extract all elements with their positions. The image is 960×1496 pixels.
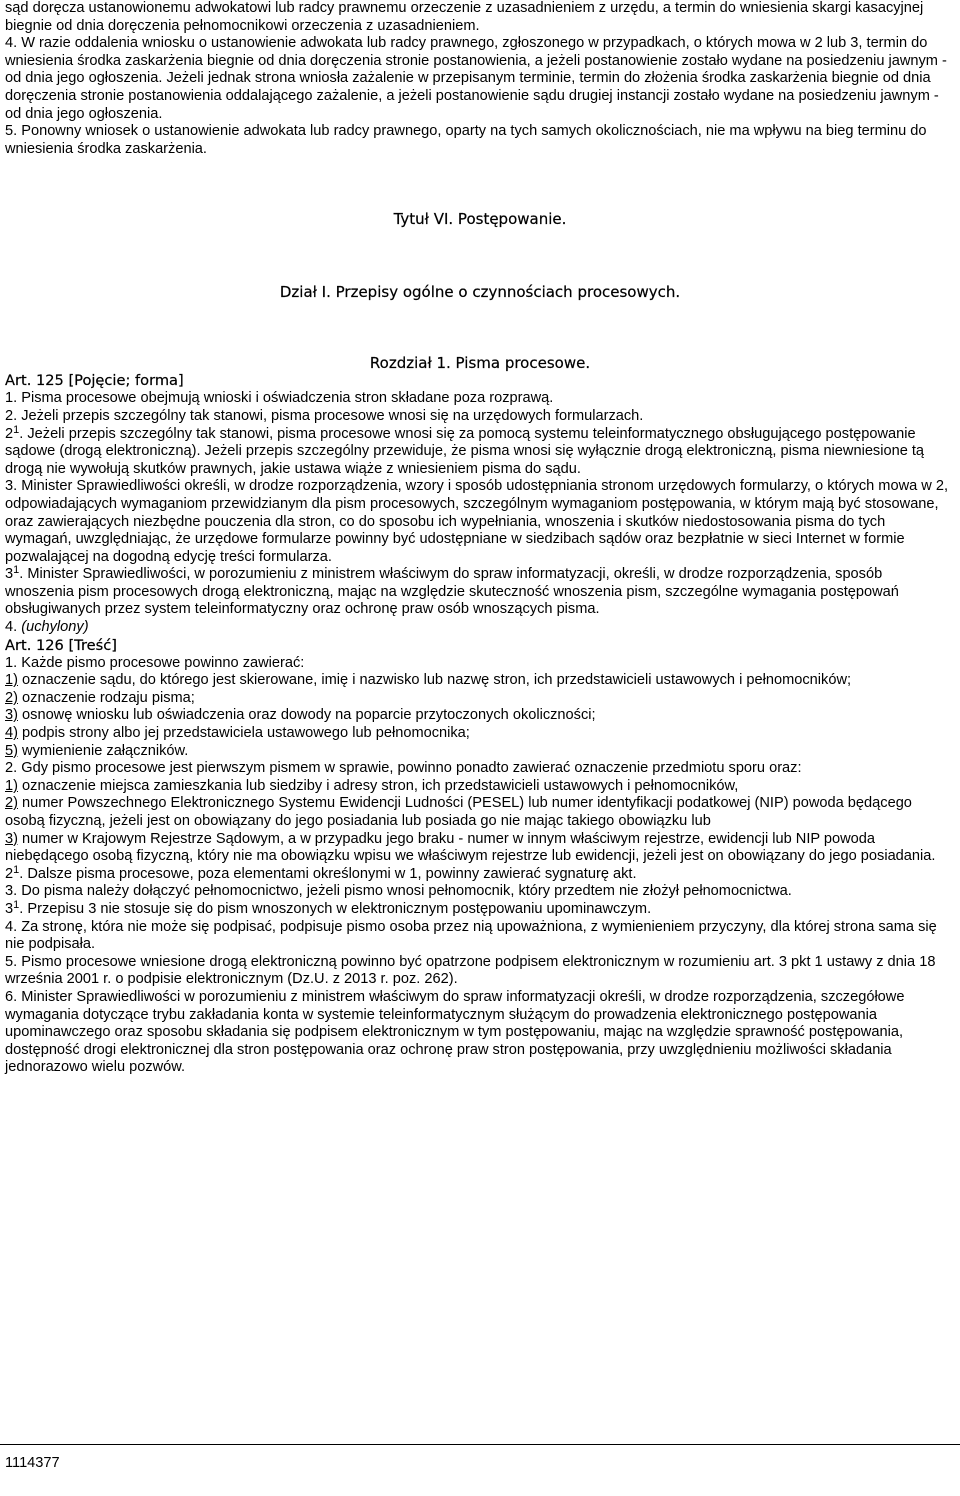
- title-heading: Tytuł VI. Postępowanie.: [393, 210, 567, 229]
- section-superscript: 1: [13, 423, 20, 436]
- footer-divider: [0, 1444, 960, 1445]
- list-item: [5, 743, 955, 761]
- repealed-note: (uchylony): [21, 619, 89, 636]
- section-number: 3: [5, 900, 14, 917]
- art125-section-3: 3. Minister Sprawiedliwości określi, w drodze rozporządzenia, wzory i sposób udostępniania stronom urzędowych formularzy, o których mowa w 2, odpowiadających wymaganiom przewidzianym dla pism procesowych, szczególnym wymaganiom postępowania, w którym mają być stosowane, oraz zawierających niezbędne pouczenia dla stron, co do sposobu ich wypełniania, wnoszenia i skutków niedostosowania pisma do tych wymagań, uwzględniając, że urzędowe formularze powinny być udostępniane w siedzibach sądów oraz bezpłatnie w sieci Internet w formie pozwalającej na dogodną edycję treści formularza.: [5, 478, 949, 565]
- art125-section-3-1: [5, 566, 955, 619]
- section-number: 3: [5, 566, 14, 583]
- art125-section-1: 1. Pisma procesowe obejmują wnioski i oświadczenia stron składane poza rozprawą.: [5, 390, 554, 407]
- document-number: 1114377: [5, 1455, 60, 1471]
- item-text: wymienienie załączników.: [17, 742, 189, 759]
- section-text: . Minister Sprawiedliwości, w porozumieniu z ministrem właściwym do spraw informatyzacji, określi, w drodze rozporządzenia, sposób wnoszenia pism procesowych drogą elektroniczną, mając na względzie skuteczność wnoszenia pism, szczególne wymagania postępowań obsługiwanych przez system teleinformatyczny oraz ochronę praw osób wnoszących pisma.: [5, 566, 899, 618]
- paragraph-5: 5. Ponowny wniosek o ustanowienie adwokata lub radcy prawnego, oparty na tych samych okolicznościach, nie ma wpływu na bieg terminu do wniesienia środka zaskarżenia.: [5, 123, 927, 157]
- item-number: 3): [5, 830, 18, 847]
- art125-section-4: [5, 619, 955, 637]
- art126-section-5: 5. Pismo procesowe wniesione drogą elektroniczną powinno być opatrzone podpisem elektronicznym w rozumieniu art. 3 pkt 1 ustawy z dnia 18 września 2001 r. o podpisie elektronicznym (Dz.U. z 2013 r. poz. 262).: [5, 953, 936, 988]
- list-item: [5, 672, 955, 690]
- art125-section-2-1: [5, 423, 955, 479]
- item-number: 1): [5, 672, 18, 689]
- section-superscript: 1: [13, 564, 20, 577]
- item-text: osnowę wniosku lub oświadczenia oraz dowody na poparcie przytoczonych okoliczności;: [17, 707, 596, 724]
- art125-section-2: 2. Jeżeli przepis szczególny tak stanowi, pisma procesowe wnosi się na urzędowych formularzach.: [5, 407, 644, 424]
- section-number: 2: [5, 425, 14, 442]
- chapter-heading: Rozdział 1. Pisma procesowe.: [369, 354, 591, 373]
- art126-section-3: 3. Do pisma należy dołączyć pełnomocnictwo, jeżeli pismo wnosi pełnomocnik, który przedtem nie złożył pełnomocnictwa.: [5, 883, 792, 900]
- list-item: [5, 725, 955, 743]
- art126-section-1: 1. Każde pismo procesowe powinno zawierać:: [5, 654, 305, 671]
- art126-section-4: 4. Za stronę, która nie może się podpisać, podpisuje pismo osoba przez nią upoważniona, z wymienieniem przyczyny, dla której strona sama się nie podpisała.: [5, 918, 937, 953]
- list-item: [5, 690, 955, 708]
- art126-section-2-1: [5, 863, 955, 884]
- item-number: 4): [5, 725, 18, 742]
- list-item: [5, 831, 955, 866]
- section-text: . Dalsze pisma procesowe, poza elementami określonymi w 1, powinny zawierać sygnaturę akt.: [19, 865, 637, 882]
- art126-section-3-1: [5, 898, 955, 919]
- item-text: podpis strony albo jej przedstawiciela ustawowego lub pełnomocnika;: [17, 725, 470, 742]
- item-text: numer w Krajowym Rejestrze Sądowym, a w przypadku jego braku - numer w innym właściwym rejestrze, ewidencji lub NIP powoda niebędącego osobą fizyczną, który nie ma obowiązku wpisu we właściwym rejestrze lub ewidencji, jeżeli jest on obowiązany do jego posiadania.: [5, 830, 936, 865]
- item-number: 2): [5, 689, 18, 706]
- item-number: 1): [5, 777, 18, 794]
- art126-heading: Art. 126 [Treść]: [5, 636, 117, 654]
- art126-section-2-list: [5, 778, 955, 866]
- art126-section-6: 6. Minister Sprawiedliwości w porozumieniu z ministrem właściwym do spraw informatyzacji określi, w drodze rozporządzenia, szczegółowe wymagania dotyczące trybu zakładania konta w systemie teleinformatycznym służącym do prowadzenia elektronicznego postępowania upominawczego oraz sposobu składania się podpisem elektronicznym w tym postępowaniu, mając na względzie sprawność postępowania, dostępność drogi elektronicznej dla stron postępowania oraz ochronę praw stron postępowania, przy uwzględnieniu możliwości składania jednorazowo wielu pozwów.: [5, 988, 905, 1076]
- intro-paragraph: sąd doręcza ustanowionemu adwokatowi lub radcy prawnemu orzeczenie z uzasadnieniem z urzędu, a termin do wniesienia skargi kasacyjnej biegnie od dnia doręczenia pełnomocnikowi orzeczenia z uzasadnieniem.: [5, 0, 924, 34]
- art125-heading: Art. 125 [Pojęcie; forma]: [5, 372, 184, 390]
- section-text: . Jeżeli przepis szczególny tak stanowi, pisma procesowe wnosi się za pomocą systemu teleinformatycznego obsługującego postępowanie sądowe (drogą elektroniczną). Jeżeli przepis szczególny przewiduje, że pisma wnosi się wyłącznie drogą elektroniczną, pisma niewniesione tą drogą nie wywołują skutków prawnych, jakie ustawa wiąże z wniesieniem pisma do sądu.: [5, 425, 925, 477]
- item-number: 2): [5, 795, 18, 812]
- paragraph-4: 4. W razie oddalenia wniosku o ustanowienie adwokata lub radcy prawnego, zgłoszonego w przypadkach, o których mowa w 2 lub 3, termin do wniesienia środka zaskarżenia biegnie od dnia doręczenia stronie postanowienia, a jeżeli postanowienie zostało wydane na posiedzeniu jawnym - od dnia jego ogłoszenia. Jeżeli jednak strona wniosła zażalenie w przepisanym terminie, termin do złożenia środka zaskarżenia biegnie od dnia doręczenia stronie postanowienia oddalającego zażalenie, a jeżeli postanowienie sądu drugiej instancji zostało wydane na posiedzeniu jawnym - od dnia jego ogłoszenia.: [5, 35, 947, 122]
- document-page: [5, 0, 955, 1077]
- section-superscript: 1: [13, 898, 20, 911]
- art126-section-2: 2. Gdy pismo procesowe jest pierwszym pismem w sprawie, powinno ponadto zawierać oznaczenie przedmiotu sporu oraz:: [5, 760, 802, 777]
- section-number: 4.: [5, 619, 22, 636]
- list-item: [5, 707, 955, 725]
- item-text: numer Powszechnego Elektronicznego Systemu Ewidencji Ludności (PESEL) lub numer identyfikacji podatkowej (NIP) powoda będącego osobą fizyczną, jeżeli jest on obowiązany do jego posiadania lub posiada go nie mając takiego obowiązku lub: [5, 795, 912, 829]
- list-item: [5, 795, 955, 830]
- division-heading: Dział I. Przepisy ogólne o czynnościach procesowych.: [279, 283, 681, 302]
- item-number: 5): [5, 742, 18, 759]
- section-number: 2: [5, 865, 14, 882]
- section-text: . Przepisu 3 nie stosuje się do pism wnoszonych w elektronicznym postępowaniu upominawczym.: [19, 900, 652, 917]
- item-text: oznaczenie rodzaju pisma;: [17, 689, 195, 706]
- section-superscript: 1: [13, 863, 20, 876]
- art126-section-1-list: [5, 672, 955, 760]
- list-item: [5, 778, 955, 796]
- item-number: 3): [5, 707, 18, 724]
- item-text: oznaczenie miejsca zamieszkania lub siedziby i adresy stron, ich przedstawicieli ustawowych i pełnomocników,: [17, 777, 739, 794]
- item-text: oznaczenie sądu, do którego jest skierowane, imię i nazwisko lub nazwę stron, ich przedstawicieli ustawowych i pełnomocników;: [17, 672, 852, 689]
